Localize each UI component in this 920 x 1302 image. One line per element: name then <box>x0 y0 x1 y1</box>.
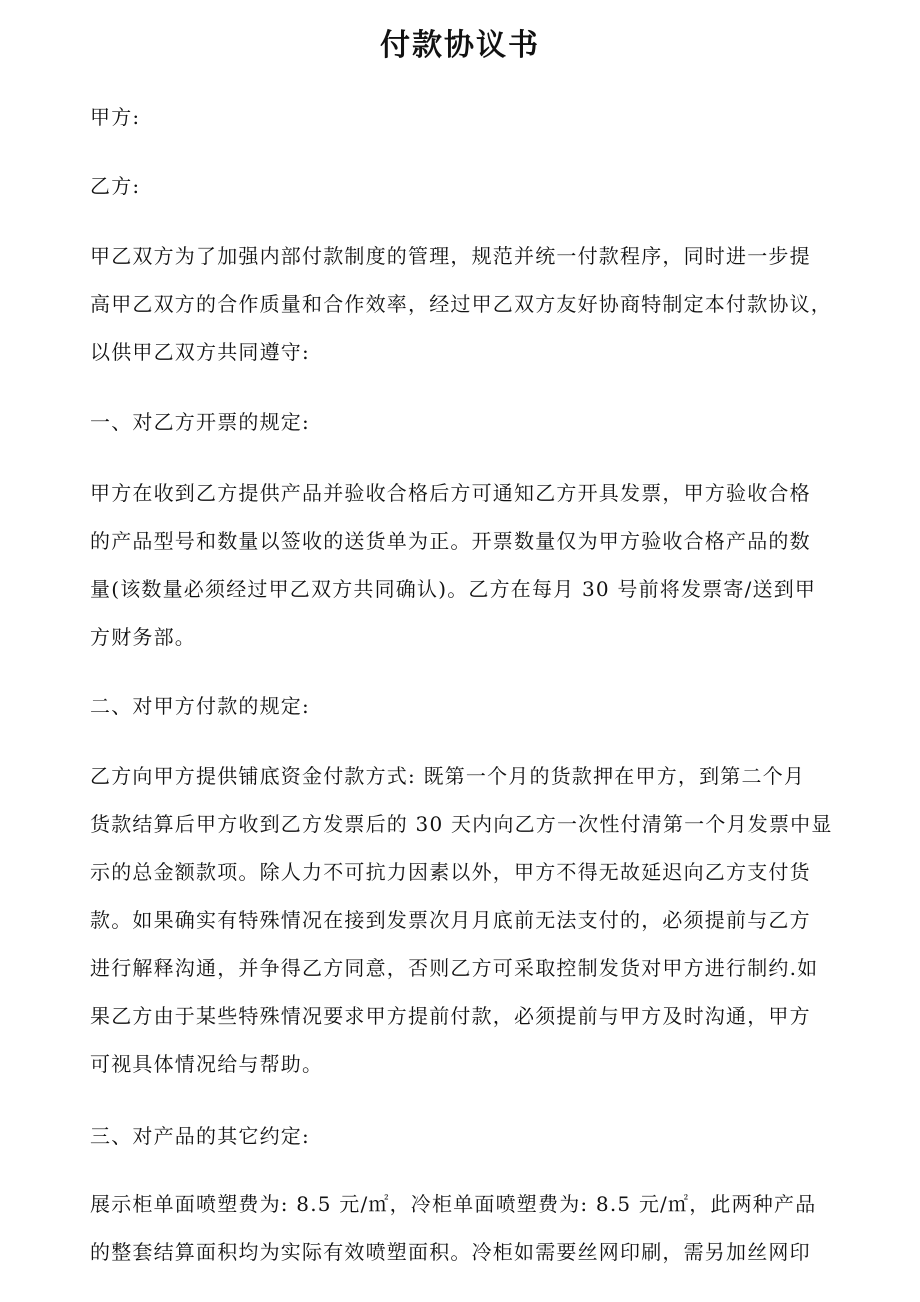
section-2-body <box>90 752 840 1088</box>
section-2-line: 示的总金额款项。除人力不可抗力因素以外，甲方不得无故延迟向乙方支付货 <box>90 860 811 884</box>
section-2-line: 货款结算后甲方收到乙方发票后的 30 天内向乙方一次性付清第一个月发票中显 <box>90 812 833 836</box>
party-a-label: 甲方: <box>90 105 141 129</box>
section-3-heading: 三、对产品的其它约定: <box>90 1124 310 1148</box>
section-1-line: 的产品型号和数量以签收的送货单为正。开票数量仅为甲方验收合格产品的数 <box>90 529 811 553</box>
section-2-line: 款。如果确实有特殊情况在接到发票次月月底前无法支付的，必须提前与乙方 <box>90 908 811 932</box>
section-1-heading: 一、对乙方开票的规定: <box>90 410 310 434</box>
section-2-line: 可视具体情况给与帮助。 <box>90 1052 324 1076</box>
section-2-line: 乙方向甲方提供铺底资金付款方式: 既第一个月的货款押在甲方，到第二个月 <box>90 764 806 788</box>
section-1-line: 方财务部。 <box>90 625 196 649</box>
intro-line: 以供甲乙双方共同遵守: <box>90 340 310 364</box>
section-1-line: 量(该数量必须经过甲乙双方共同确认)。乙方在每月 30 号前将发票寄/送到甲 <box>90 577 817 601</box>
section-3-line: 展示柜单面喷塑费为: 8.5 元/㎡，冷柜单面喷塑费为: 8.5 元/㎡，此两种产品 <box>90 1192 817 1216</box>
section-2-line: 果乙方由于某些特殊情况要求甲方提前付款，必须提前与甲方及时沟通，甲方 <box>90 1004 811 1028</box>
section-1-body <box>90 469 840 661</box>
party-b-label: 乙方: <box>90 174 141 198</box>
section-3-line: 的整套结算面积均为实际有效喷塑面积。冷柜如需要丝网印刷，需另加丝网印 <box>90 1240 811 1264</box>
intro-line: 高甲乙双方的合作质量和合作效率，经过甲乙双方友好协商特制定本付款协议， <box>90 292 832 316</box>
section-2-heading: 二、对甲方付款的规定: <box>90 694 310 718</box>
document-title: 付款协议书 <box>380 28 540 63</box>
intro-paragraph <box>90 232 840 376</box>
section-1-line: 甲方在收到乙方提供产品并验收合格后方可通知乙方开具发票，甲方验收合格 <box>90 481 811 505</box>
section-3-body <box>90 1180 840 1276</box>
intro-line: 甲乙双方为了加强内部付款制度的管理，规范并统一付款程序，同时进一步提 <box>90 244 811 268</box>
section-2-line: 进行解释沟通，并争得乙方同意，否则乙方可采取控制发货对甲方进行制约.如 <box>90 956 819 980</box>
